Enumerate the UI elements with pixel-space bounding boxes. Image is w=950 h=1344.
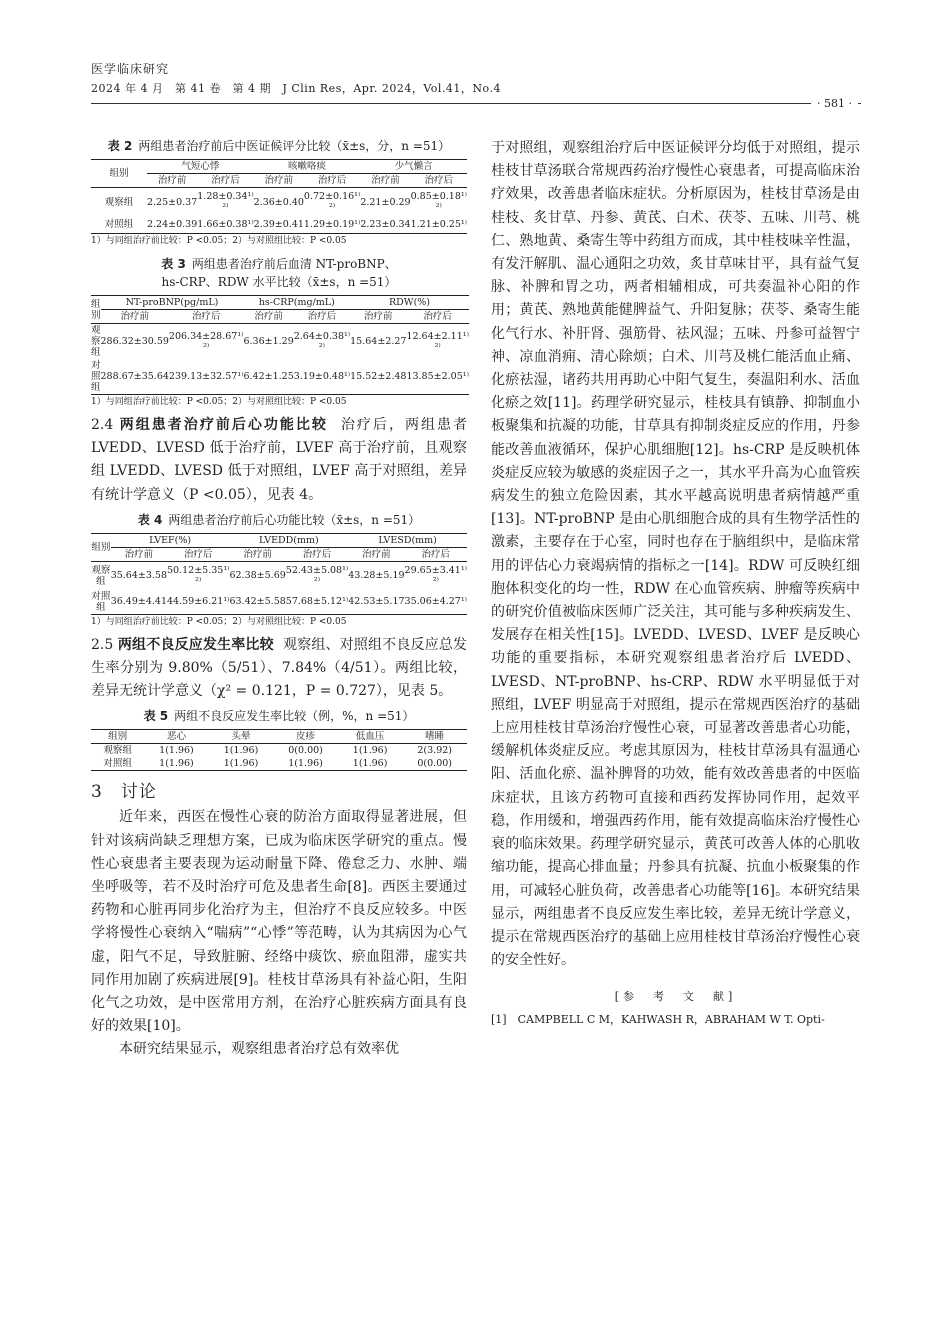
table-cell: 2(3.92) — [417, 745, 452, 757]
table-row — [91, 561, 467, 590]
table-cell: 62.38±5.69 — [229, 570, 286, 582]
table-row — [91, 590, 467, 615]
table2-colgroup: 气短心悸 — [147, 160, 254, 174]
table-cell: 206.34±28.67¹⁾²⁾ — [168, 330, 244, 353]
table5-header: 嗜睡 — [402, 730, 467, 744]
table-cell: 1(1.96) — [352, 745, 388, 757]
table-cell: 50.12±5.35¹⁾²⁾ — [167, 564, 230, 587]
references-title: [参 考 文 献] — [614, 990, 737, 1004]
table-cell: 63.42±5.58 — [229, 590, 285, 615]
discussion-paragraph-2-start: 本研究结果显示，观察组患者治疗总有效率优 — [119, 1041, 399, 1058]
row-group: 对照组 — [91, 360, 101, 393]
table-cell: 0.85±0.18¹⁾²⁾ — [410, 191, 467, 213]
section-2-4 — [91, 414, 467, 507]
table-cell: 288.67±35.64 — [101, 359, 169, 395]
row-group: 观察组 — [104, 196, 134, 208]
table-row — [91, 744, 467, 758]
table-row — [91, 757, 467, 771]
table-cell: 2.25±0.37 — [146, 196, 198, 208]
table-cell: 1.28±0.34¹⁾²⁾ — [197, 191, 254, 213]
table4-subcol: 治疗后 — [167, 547, 229, 561]
right-column — [491, 137, 860, 1028]
table-cell: 0(0.00) — [288, 745, 323, 757]
row-group: 对照组 — [91, 216, 147, 234]
table2-group-header: 组别 — [91, 160, 147, 188]
table-cell: 2.39±0.41 — [254, 216, 304, 234]
section-2-5-text: 观察组、对照组不良反应总发生率分别为 9.80%（5/51）、7.84%（4/51）。两组比较，差异无统计学意义（χ² = 0.121，P = 0.727），见表 5。 — [91, 636, 468, 700]
table-cell: 1(1.96) — [159, 745, 194, 757]
table-cell: 15.64±2.27 — [350, 336, 407, 347]
table-cell: 1(1.96) — [209, 757, 274, 771]
table2-subcol: 治疗前 — [360, 174, 410, 188]
table-row — [91, 216, 467, 234]
table-cell: 35.64±3.58 — [110, 570, 168, 582]
table5-title: 两组不良反应发生率比较（例，%，n =51） — [174, 709, 415, 724]
section-2-4-number: 2.4 — [91, 417, 114, 433]
table-cell: 对照组 — [91, 757, 144, 771]
table3-subcol: 治疗前 — [350, 310, 406, 324]
table3-subcol: 治疗前 — [243, 310, 293, 324]
section-2-5-number: 2.5 — [91, 636, 114, 653]
table4-label: 表 4 — [137, 512, 163, 527]
table-cell: 42.53±5.17 — [348, 590, 404, 615]
table-cell: 1.29±0.19¹⁾ — [304, 216, 360, 234]
table4-subcol: 治疗后 — [286, 547, 348, 561]
table5-header: 低血压 — [338, 730, 403, 744]
table4-subcol: 治疗前 — [348, 547, 404, 561]
table-cell: 13.85±2.05¹⁾ — [406, 359, 468, 395]
table3-subcol: 治疗前 — [101, 310, 169, 324]
table4-subcol: 治疗前 — [229, 547, 285, 561]
table5-header: 恶心 — [144, 730, 209, 744]
table3 — [91, 295, 469, 395]
table-cell: 12.64±2.11¹⁾²⁾ — [406, 330, 469, 353]
table5-header: 组别 — [91, 730, 144, 744]
section-2-5-heading: 两组不良反应发生率比较 — [117, 636, 274, 653]
table3-subcol: 治疗后 — [406, 310, 468, 324]
table3-title-line2: hs-CRP、RDW 水平比较（x̄±s，n =51） — [161, 275, 397, 289]
discussion-paragraph-2-continued: 于对照组，观察组治疗后中医证候评分均低于对照组，提示桂枝甘草汤联合常规西药治疗慢性心衰患者，可提高临床治疗效果，改善患者临床症状。分析原因为，桂枝甘草汤是由桂枝、炙甘草、丹参、黄芪、白术、茯苓、五味、川芎、桃仁、熟地黄、桑寄生等中药组方而成，其中桂枝味辛性温，有发汗解肌、温心通阳之功效，炙甘草味甘平，具有益气复脉、补脾和胃之功，两者相辅相成，可共奏温补心阳的作用；黄芪、熟地黄能健脾益气、升阳复脉；茯苓、桑寄生能化气行水、补肝肾、强筋骨、祛风湿；五味、丹参可益智宁神、凉血消痈、清心除烦；白术、川芎及桃仁能活血止痛、化瘀祛湿，诸药共用再助心中阳气复生，奏温阳利水、活血化瘀之效[11]。药理学研究显示，桂枝具有镇静、抑制血小板聚集和抗凝的功能，甘草具有抑制炎症反应的作用，丹参能改善血液循环，保护心肌细胞[12]。hs-CRP 是反映机体炎症反应较为敏感的炎症因子之一，其水平升高为心血管疾病发生的独立危险因素，其水平越高说明患者病情越严重[13]。NT-proBNP 是由心肌细胞合成的具有生物学活性的激素，主要存在于心室，同时也存在于脑组织中，是临床常用的评估心力衰竭病情的指标之一[14]。RDW 可反映红细胞体积变化的均一性，RDW 在心血管疾病、肿瘤等疾病中的研究价值被临床医师广泛关注，其可能与多种疾病发生、发展存在相关性[15]。LVEDD、LVESD、LVEF 是反映心功能的重要指标，本研究观察组患者治疗后 LVEDD、LVESD、NT-proBNP、hs-CRP、RDW 水平明显低于对照组，LVEF 明显高于对照组，提示在常规西医治疗的基础上应用桂枝甘草汤治疗慢性心衰，可显著改善患者心功能，缓解机体炎症反应。考虑其原因为，桂枝甘草汤具有温通心阳、活血化瘀、温补脾肾的功效，能有效改善患者的中医临床症状，且该方药物可直接和西药发挥协同作用，起效平稳，作用缓和，增强西药作用，能有效提高临床治疗慢性心衰的临床效果。药理学研究显示，黄芪可改善人体的心肌收缩功能，提高心排血量；丹参具有抗凝、抗血小板聚集的作用，可减轻心脏负荷，改善患者心功能等[16]。本研究结果显示，两组患者不良反应发生率比较，差异无统计学意义，提示在常规西医治疗的基础上应用桂枝甘草汤治疗慢性心衰的安全性好。 — [491, 140, 860, 969]
table-cell: 52.43±5.08¹⁾²⁾ — [285, 564, 349, 587]
table-cell: 观察组 — [103, 745, 132, 757]
table-cell: 44.59±6.21¹⁾ — [167, 590, 229, 615]
table-cell: 2.23±0.34 — [360, 216, 410, 234]
table4-group-header: 组别 — [91, 533, 111, 561]
discussion-paragraph-1: 近年来，西医在慢性心衰的防治方面取得显著进展，但针对该病尚缺乏理想方案，已成为临床医学研究的重点。慢性心衰患者主要表现为运动耐量下降、倦怠乏力、水肿、端坐呼吸等，若不及时治疗可危及患者生命[8]。西医主要通过药物和心脏再同步化治疗为主，但治疗不良反应较多。中医学将慢性心衰纳入“喘病”“心悸”等范畴，认为其病因为心气虚，阳气不足，导致脏腑、经络中痰饮、瘀血阻滞，虚实共同作用加剧了疾病进展[9]。桂枝甘草汤具有补益心阳，生阳化气之功效，是中医常用方剂，在治疗心脏疾病方面具有良好的效果[10]。 — [91, 809, 467, 1035]
table3-colgroup: NT-proBNP(pg/mL) — [101, 296, 244, 310]
table-cell: 1.21±0.25¹⁾ — [411, 216, 467, 234]
table-row — [91, 359, 469, 395]
table-cell: 35.06±4.27¹⁾ — [405, 590, 467, 615]
page-number: · 581 · — [811, 97, 858, 110]
table2-colgroup: 少气懒言 — [360, 160, 467, 174]
journal-name: 医学临床研究 — [91, 62, 170, 76]
table3-colgroup: hs-CRP(mg/mL) — [243, 296, 350, 310]
section-2-4-heading: 两组患者治疗前后心功能比较 — [119, 417, 328, 433]
section-2-5 — [91, 634, 467, 704]
table5-header: 皮疹 — [273, 730, 338, 744]
table2-subcol: 治疗前 — [254, 174, 304, 188]
table-cell: 1(1.96) — [223, 745, 259, 757]
left-column — [91, 137, 467, 1062]
table4-colgroup: LVESD(mm) — [348, 533, 467, 547]
row-group: 观察组 — [91, 564, 111, 587]
table3-note: 1）与同组治疗前比较：P <0.05；2）与对照组比较：P <0.05 — [91, 397, 347, 407]
table-row — [91, 188, 467, 217]
table4 — [91, 533, 467, 615]
table2 — [91, 159, 467, 234]
table-cell: 2.36±0.40 — [253, 196, 304, 208]
table-cell: 6.36±1.29 — [243, 336, 294, 347]
table2-title: 两组患者治疗前后中医证候评分比较（x̄±s，分，n =51） — [138, 139, 451, 153]
table-cell: 239.13±32.57¹⁾ — [169, 359, 244, 395]
table2-note: 1）与同组治疗前比较：P <0.05；2）与对照组比较：P <0.05 — [91, 236, 347, 246]
table-cell: 1.66±0.38¹⁾ — [197, 216, 253, 234]
table2-subcol: 治疗后 — [197, 174, 253, 188]
table5 — [91, 729, 467, 771]
table4-note: 1）与同组治疗前比较：P <0.05；2）与对照组比较：P <0.05 — [91, 616, 347, 627]
table-cell: 15.52±2.48 — [350, 359, 406, 395]
table-cell: 43.28±5.19 — [348, 570, 405, 582]
table3-caption — [91, 255, 467, 291]
table-cell: 2.64±0.38¹⁾²⁾ — [293, 330, 351, 353]
table3-colgroup: RDW(%) — [350, 296, 469, 310]
table-cell: 3.19±0.48¹⁾ — [294, 359, 350, 395]
table2-colgroup: 咳嗽咯痰 — [254, 160, 361, 174]
table-cell: 6.42±1.25 — [243, 359, 293, 395]
table5-label: 表 5 — [143, 709, 169, 724]
table4-caption — [91, 511, 467, 529]
table2-subcol: 治疗前 — [147, 174, 197, 188]
table-cell: 36.49±4.41 — [111, 590, 167, 615]
table-cell: 57.68±5.12¹⁾ — [286, 590, 348, 615]
reference-item: [1] CAMPBELL C M，KAHWASH R，ABRAHAM W T. Opti- — [491, 1013, 825, 1027]
table4-colgroup: LVEF(%) — [111, 533, 230, 547]
table-cell: 29.65±3.41¹⁾²⁾ — [404, 564, 467, 587]
row-group: 对照组 — [91, 590, 111, 613]
table5-header: 头晕 — [209, 730, 274, 744]
section-2-4-text: 治疗后，两组患者 LVEDD、LVESD 低于治疗前，LVEF 高于治疗前，且观察组 LVEDD、LVESD 低于对照组，LVEF 高于对照组，差异有统计学意义（P <0.05），见表 4。 — [91, 417, 468, 503]
table3-subcol: 治疗后 — [169, 310, 244, 324]
table3-group-header: 组别 — [91, 296, 101, 324]
table-cell: 0(0.00) — [402, 757, 467, 771]
table4-title: 两组患者治疗前后心功能比较（x̄±s，n =51） — [168, 512, 421, 527]
table-cell: 0.72±0.16¹⁾²⁾ — [303, 191, 361, 213]
row-group: 观察组 — [91, 325, 101, 358]
table2-subcol: 治疗后 — [304, 174, 360, 188]
table5-caption — [91, 707, 467, 725]
table2-label: 表 2 — [107, 139, 133, 153]
table4-colgroup: LVEDD(mm) — [229, 533, 348, 547]
table-cell: 1(1.96) — [144, 757, 209, 771]
table4-subcol: 治疗前 — [111, 547, 167, 561]
table3-subcol: 治疗后 — [294, 310, 350, 324]
section-3-heading: 3 讨论 — [91, 782, 157, 803]
table-cell: 2.21±0.29 — [360, 196, 411, 208]
table3-title-line1: 两组患者治疗前后血清 NT-proBNP、 — [191, 257, 397, 271]
table-cell: 1(1.96) — [338, 757, 403, 771]
table2-caption — [91, 137, 467, 155]
table-cell: 2.24±0.39 — [147, 216, 197, 234]
issue-line: 2024 年 4 月 第 41 卷 第 4 期 J Clin Res，Apr. 2024，Vol.41，No.4 — [91, 82, 501, 95]
table-cell: 286.32±30.59 — [100, 336, 169, 347]
header-rule — [91, 103, 861, 104]
table-cell: 1(1.96) — [273, 757, 338, 771]
table4-subcol: 治疗后 — [405, 547, 467, 561]
table-row — [91, 324, 469, 360]
table3-label: 表 3 — [161, 257, 186, 271]
table2-subcol: 治疗后 — [411, 174, 467, 188]
